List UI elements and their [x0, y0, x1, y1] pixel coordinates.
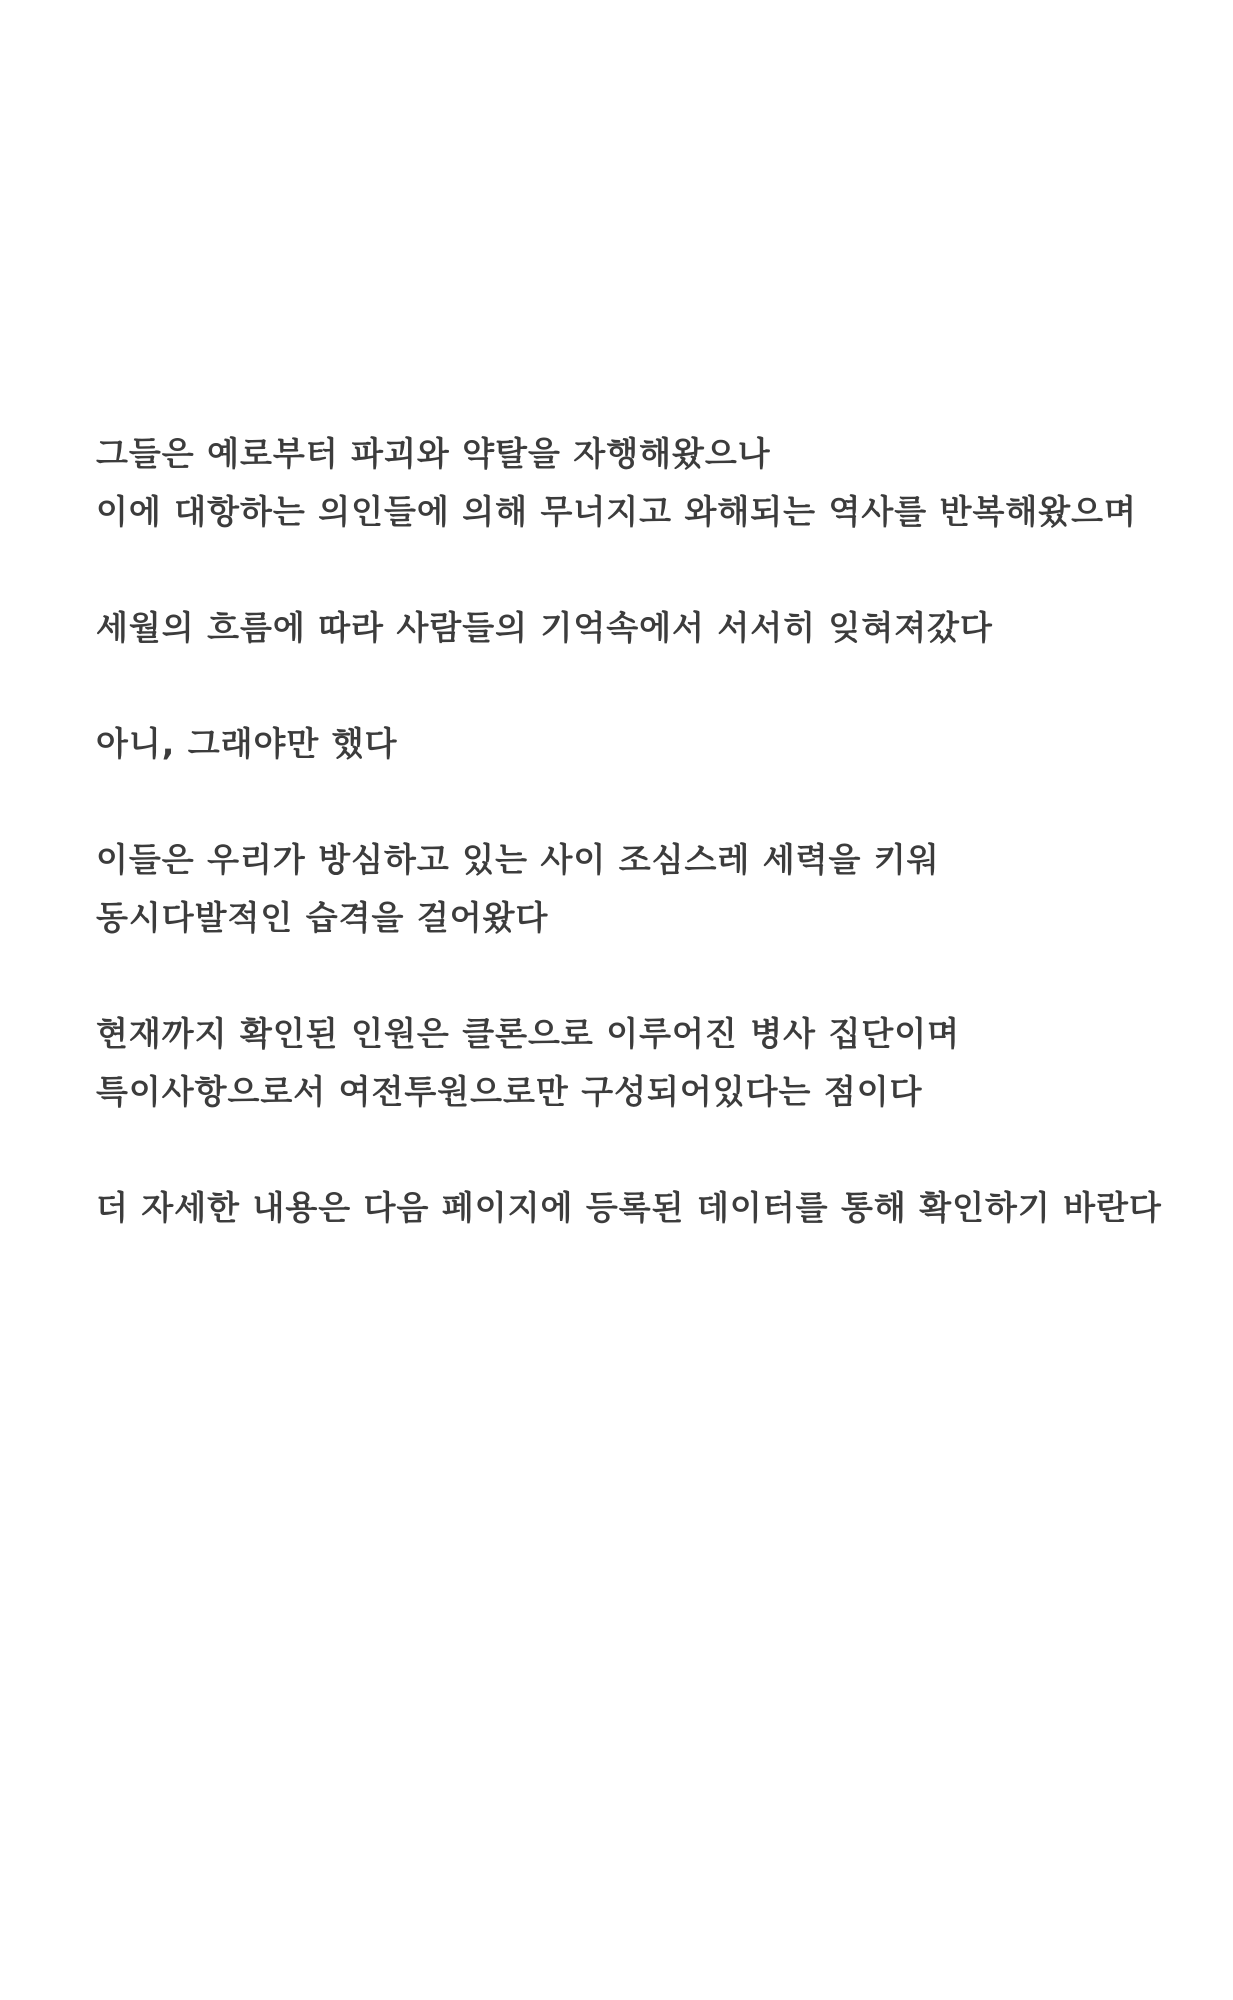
text-line: 이들은 우리가 방심하고 있는 사이 조심스레 세력을 키워 [96, 840, 940, 879]
paragraph-had-to [96, 715, 1206, 773]
text-line: 그들은 예로부터 파괴와 약탈을 자행해왔으나 [96, 434, 771, 473]
text-line: 아니, 그래야만 했다 [96, 724, 398, 763]
story-text [96, 425, 1206, 1295]
paragraph-next-page [96, 1179, 1206, 1237]
paragraph-attack [96, 831, 1206, 947]
paragraph-clones [96, 1005, 1206, 1121]
text-line: 더 자세한 내용은 다음 페이지에 등록된 데이터를 통해 확인하기 바란다 [96, 1188, 1162, 1227]
paragraph-forgotten [96, 599, 1206, 657]
paragraph-history [96, 425, 1206, 541]
text-line: 특이사항으로서 여전투원으로만 구성되어있다는 점이다 [96, 1072, 923, 1111]
text-line: 동시다발적인 습격을 걸어왔다 [96, 898, 549, 937]
text-line: 현재까지 확인된 인원은 클론으로 이루어진 병사 집단이며 [96, 1014, 961, 1053]
text-line: 이에 대항하는 의인들에 의해 무너지고 와해되는 역사를 반복해왔으며 [96, 492, 1137, 531]
text-line: 세월의 흐름에 따라 사람들의 기억속에서 서서히 잊혀져갔다 [96, 608, 993, 647]
